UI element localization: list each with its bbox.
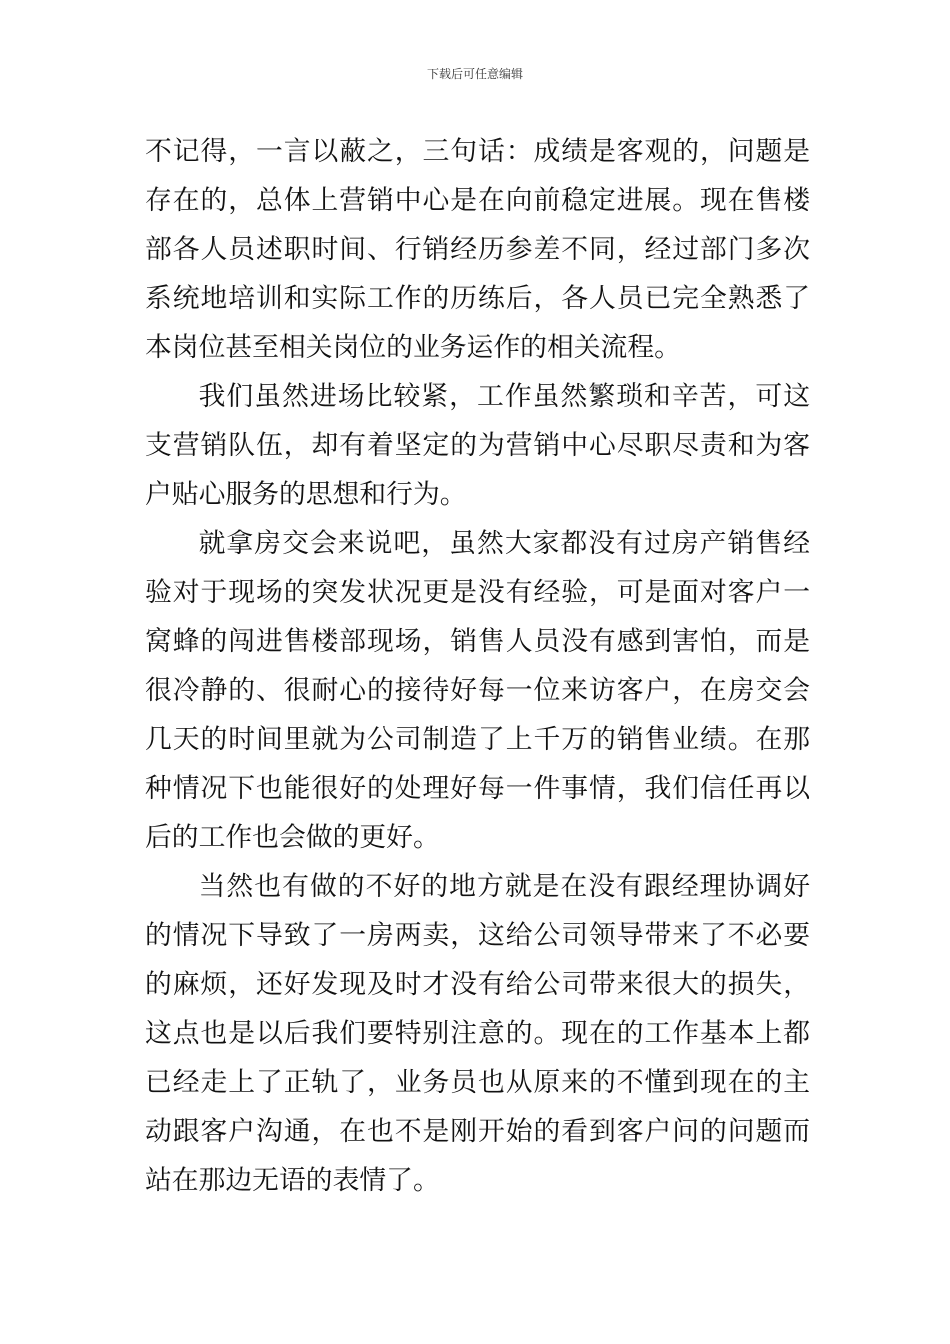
paragraph-3: 就拿房交会来说吧，虽然大家都没有过房产销售经验对于现场的突发状况更是没有经验，可是面对客户一窝蜂的闯进售楼部现场，销售人员没有感到害怕，而是很冷静的、很耐心的接待好每一位来访客户，在房交会几天的时间里就为公司制造了上千万的销售业绩。在那种情况下也能很好的处理好每一件事情，我们信任再以后的工作也会做的更好。 — [145, 528, 810, 853]
document-body — [145, 127, 810, 1205]
paragraph-1: 不记得，一言以蔽之，三句话：成绩是客观的，问题是存在的，总体上营销中心是在向前稳定进展。现在售楼部各人员述职时间、行销经历参差不同，经过部门多次系统地培训和实际工作的历练后，各人员已完全熟悉了本岗位甚至相关岗位的业务运作的相关流程。 — [145, 136, 810, 363]
paragraph-4: 当然也有做的不好的地方就是在没有跟经理协调好的情况下导致了一房两卖，这给公司领导带来了不必要的麻烦，还好发现及时才没有给公司带来很大的损失，这点也是以后我们要特别注意的。现在的工作基本上都已经走上了正轨了，业务员也从原来的不懂到现在的主动跟客户沟通，在也不是刚开始的看到客户问的问题而站在那边无语的表情了。 — [145, 871, 810, 1196]
page-header: 下载后可任意编辑 — [426, 67, 523, 81]
paragraph-2: 我们虽然进场比较紧，工作虽然繁琐和辛苦，可这支营销队伍，却有着坚定的为营销中心尽职尽责和为客户贴心服务的思想和行为。 — [145, 381, 810, 510]
